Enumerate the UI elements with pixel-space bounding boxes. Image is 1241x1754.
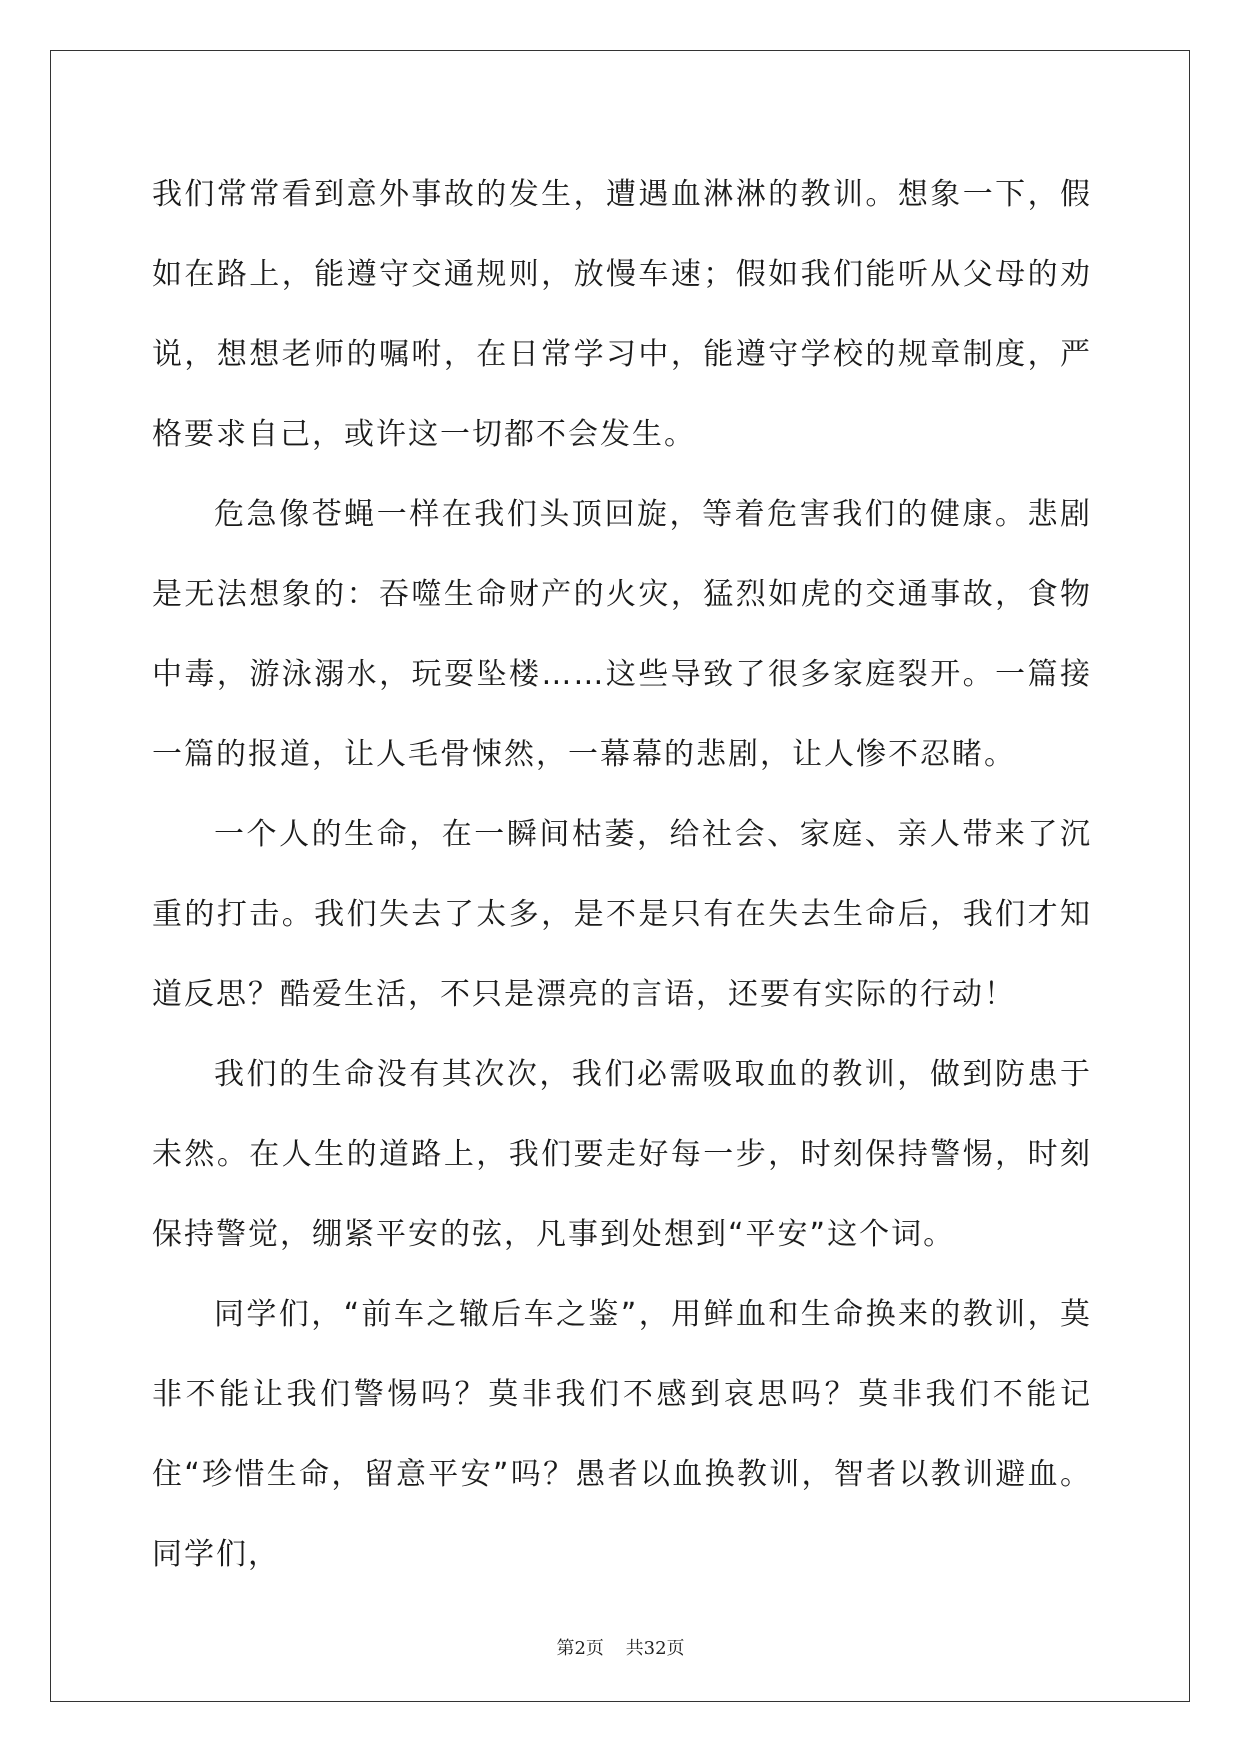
paragraph-1: 我们常常看到意外事故的发生，遭遇血淋淋的教训。想象一下，假如在路上，能遵守交通规则，放慢车速；假如我们能听从父母的劝说，想想老师的嘱咐，在日常学习中，能遵守学校的规章制度，严格要求自己，或许这一切都不会发生。 bbox=[152, 177, 1092, 452]
paragraph-5: 同学们，“前车之辙后车之鉴”，用鲜血和生命换来的教训，莫非不能让我们警惕吗？莫非我们不感到哀思吗？莫非我们不能记住“珍惜生命，留意平安”吗？愚者以血换教训，智者以教训避血。同学们， bbox=[152, 1297, 1092, 1572]
page-total: 共32页 bbox=[625, 1638, 685, 1659]
document-body bbox=[152, 155, 1092, 1595]
page-footer bbox=[0, 1634, 1241, 1660]
paragraph-2: 危急像苍蝇一样在我们头顶回旋，等着危害我们的健康。悲剧是无法想象的：吞噬生命财产的火灾，猛烈如虎的交通事故，食物中毒，游泳溺水，玩耍坠楼……这些导致了很多家庭裂开。一篇接一篇的报道，让人毛骨悚然，一幕幕的悲剧，让人惨不忍睹。 bbox=[152, 497, 1092, 772]
paragraph-3: 一个人的生命，在一瞬间枯萎，给社会、家庭、亲人带来了沉重的打击。我们失去了太多，是不是只有在失去生命后，我们才知道反思？酷爱生活，不只是漂亮的言语，还要有实际的行动！ bbox=[152, 817, 1092, 1012]
page-number: 第2页 bbox=[556, 1638, 604, 1659]
paragraph-4: 我们的生命没有其次次，我们必需吸取血的教训，做到防患于未然。在人生的道路上，我们要走好每一步，时刻保持警惕，时刻保持警觉，绷紧平安的弦，凡事到处想到“平安”这个词。 bbox=[152, 1057, 1092, 1252]
